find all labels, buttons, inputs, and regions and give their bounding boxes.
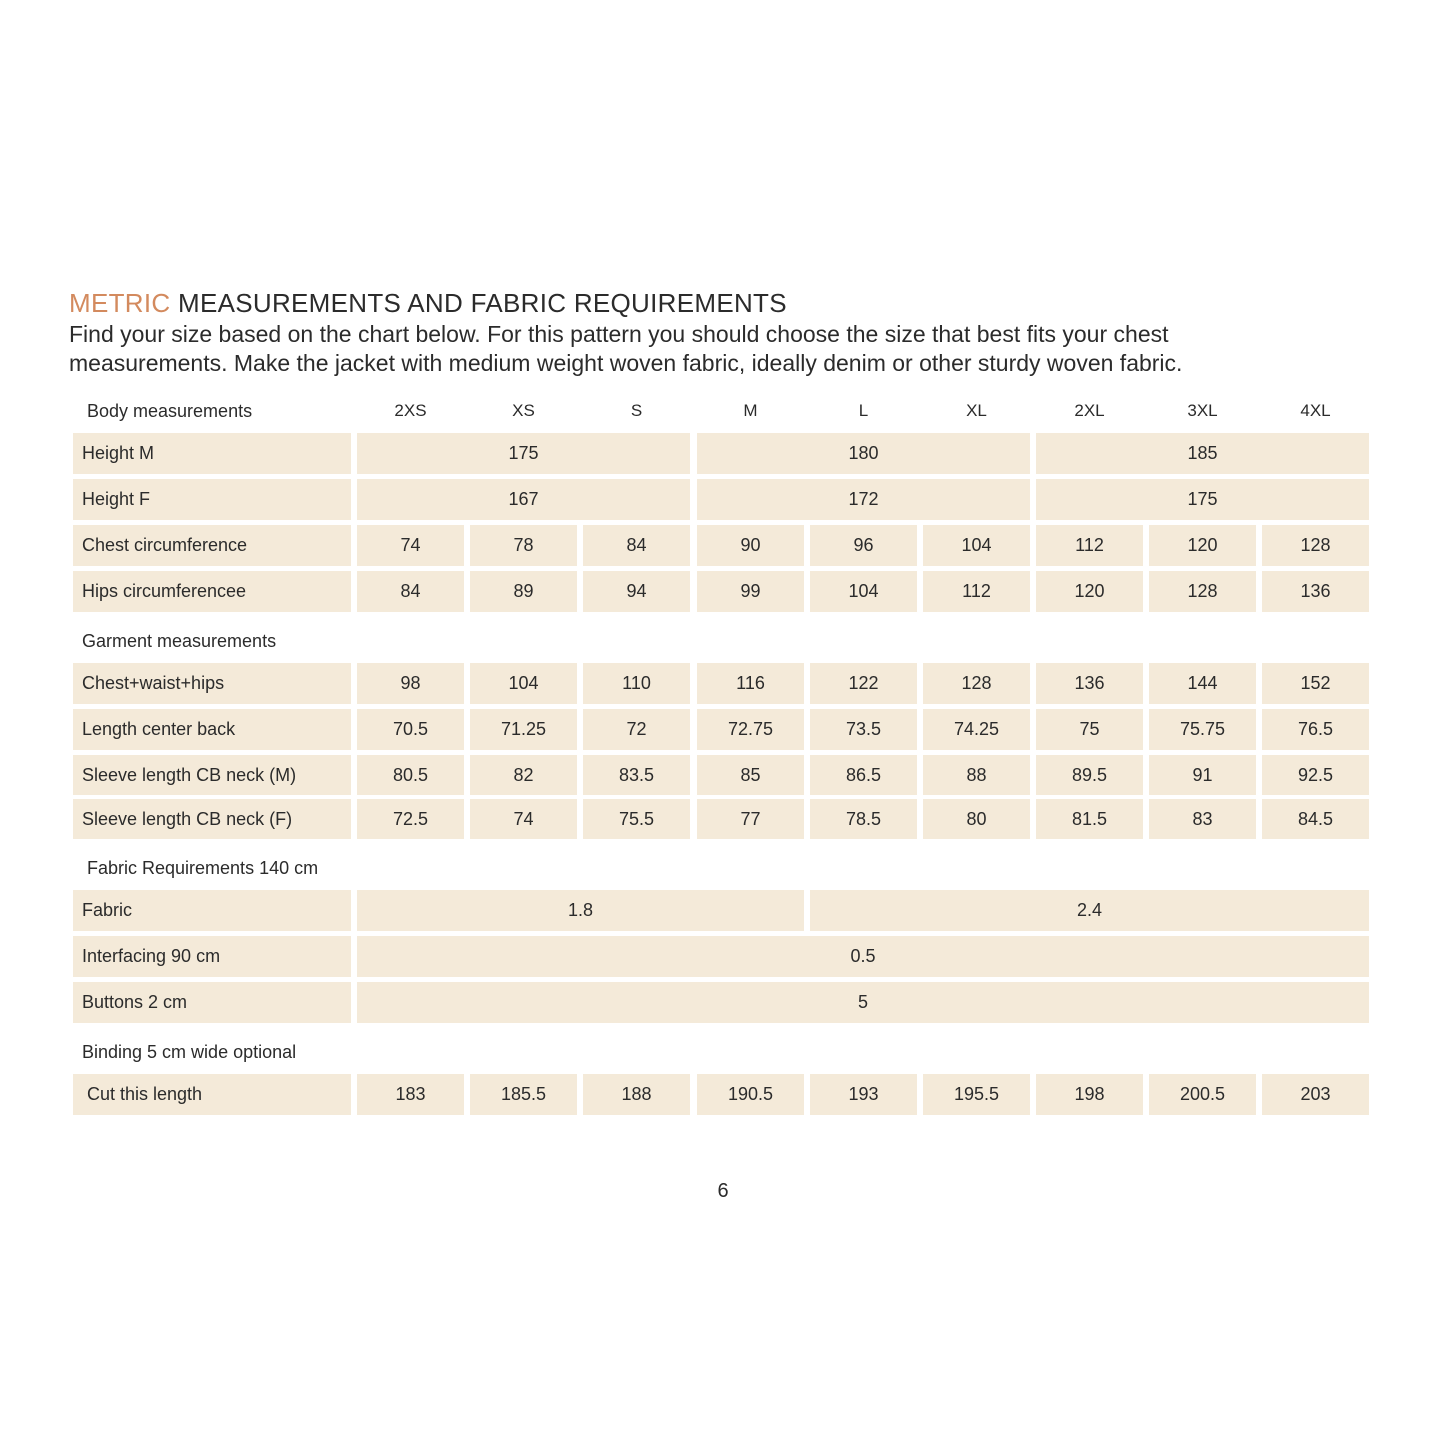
intro-line-2: measurements. Make the jacket with medium weight woven fabric, ideally denim or other sturdy woven fabric.: [69, 350, 1183, 376]
cell-hips-7: 128: [1149, 571, 1256, 612]
cell-sleeve_m-1: 82: [470, 755, 577, 795]
cell-chest_waist_hips-1: 104: [470, 663, 577, 704]
cell-sleeve_f-7: 83: [1149, 799, 1256, 839]
cell-sleeve_f-4: 78.5: [810, 799, 917, 839]
size-header-s: S: [630, 401, 643, 420]
cell-cut_length-2: 188: [583, 1074, 690, 1115]
cell-chest_waist_hips-3: 116: [697, 663, 804, 704]
row-label-fabric: Fabric: [73, 890, 351, 931]
cell-height_m-group-1: 180: [697, 433, 1030, 474]
cell-chest_waist_hips-2: 110: [583, 663, 690, 704]
cell-chest_waist_hips-0: 98: [357, 663, 464, 704]
cell-length_cb-1: 71.25: [470, 709, 577, 750]
cell-length_cb-4: 73.5: [810, 709, 917, 750]
cell-hips-2: 94: [583, 571, 690, 612]
row-label-sleeve_f: Sleeve length CB neck (F): [73, 799, 351, 839]
cell-length_cb-2: 72: [583, 709, 690, 750]
size-header-2xs: 2XS: [394, 401, 427, 420]
cell-length_cb-3: 72.75: [697, 709, 804, 750]
cell-hips-0: 84: [357, 571, 464, 612]
cell-sleeve_m-8: 92.5: [1262, 755, 1369, 795]
intro-line-1: Find your size based on the chart below. For this pattern you should choose the size that best fits your chest: [69, 321, 1169, 347]
cell-chest-1: 78: [470, 525, 577, 566]
cell-chest-0: 74: [357, 525, 464, 566]
page-number: 6: [717, 1180, 729, 1202]
cell-sleeve_m-2: 83.5: [583, 755, 690, 795]
row-label-length_cb: Length center back: [73, 709, 351, 750]
cell-cut_length-8: 203: [1262, 1074, 1369, 1115]
cell-sleeve_f-6: 81.5: [1036, 799, 1143, 839]
cell-length_cb-0: 70.5: [357, 709, 464, 750]
cell-sleeve_f-1: 74: [470, 799, 577, 839]
cell-length_cb-6: 75: [1036, 709, 1143, 750]
cell-chest-7: 120: [1149, 525, 1256, 566]
cell-sleeve_f-5: 80: [923, 799, 1030, 839]
cell-cut_length-0: 183: [357, 1074, 464, 1115]
row-label-buttons: Buttons 2 cm: [73, 982, 351, 1023]
row-label-interfacing: Interfacing 90 cm: [73, 936, 351, 977]
section-binding: Binding 5 cm wide optional: [82, 1041, 297, 1062]
size-header-3xl: 3XL: [1187, 401, 1218, 420]
cell-chest-3: 90: [697, 525, 804, 566]
cell-chest_waist_hips-5: 128: [923, 663, 1030, 704]
cell-chest-8: 128: [1262, 525, 1369, 566]
section-garment-measurements: Garment measurements: [82, 630, 277, 651]
cell-height_m-group-2: 185: [1036, 433, 1369, 474]
cell-chest_waist_hips-4: 122: [810, 663, 917, 704]
cell-sleeve_m-0: 80.5: [357, 755, 464, 795]
cell-sleeve_f-3: 77: [697, 799, 804, 839]
row-label-chest: Chest circumference: [73, 525, 351, 566]
cell-cut_length-4: 193: [810, 1074, 917, 1115]
cell-cut_length-6: 198: [1036, 1074, 1143, 1115]
cell-cut_length-3: 190.5: [697, 1074, 804, 1115]
cell-hips-6: 120: [1036, 571, 1143, 612]
cell-chest_waist_hips-8: 152: [1262, 663, 1369, 704]
section-fabric-requirements: Fabric Requirements 140 cm: [87, 857, 319, 878]
row-label-height_f: Height F: [73, 479, 351, 520]
title-accent: METRIC: [69, 288, 171, 318]
cell-buttons: 5: [357, 982, 1369, 1023]
cell-height_f-group-1: 172: [697, 479, 1030, 520]
cell-height_m-group-0: 175: [357, 433, 690, 474]
row-label-cut_length: Cut this length: [73, 1074, 351, 1115]
cell-length_cb-5: 74.25: [923, 709, 1030, 750]
cell-hips-3: 99: [697, 571, 804, 612]
cell-chest-2: 84: [583, 525, 690, 566]
cell-fabric-group-1: 2.4: [810, 890, 1369, 931]
cell-chest-5: 104: [923, 525, 1030, 566]
size-header-xl: XL: [966, 401, 987, 420]
cell-sleeve_f-8: 84.5: [1262, 799, 1369, 839]
size-header-xs: XS: [512, 401, 535, 420]
cell-sleeve_m-3: 85: [697, 755, 804, 795]
cell-hips-4: 104: [810, 571, 917, 612]
cell-hips-1: 89: [470, 571, 577, 612]
cell-sleeve_m-6: 89.5: [1036, 755, 1143, 795]
cell-length_cb-7: 75.75: [1149, 709, 1256, 750]
cell-height_f-group-2: 175: [1036, 479, 1369, 520]
section-body-measurements: Body measurements: [87, 400, 253, 421]
cell-hips-5: 112: [923, 571, 1030, 612]
row-label-chest_waist_hips: Chest+waist+hips: [73, 663, 351, 704]
size-header-l: L: [858, 401, 869, 420]
cell-cut_length-5: 195.5: [923, 1074, 1030, 1115]
cell-chest-4: 96: [810, 525, 917, 566]
cell-sleeve_f-2: 75.5: [583, 799, 690, 839]
row-label-sleeve_m: Sleeve length CB neck (M): [73, 755, 351, 795]
size-header-m: M: [743, 401, 758, 420]
cell-cut_length-1: 185.5: [470, 1074, 577, 1115]
cell-fabric-group-0: 1.8: [357, 890, 804, 931]
cell-sleeve_m-4: 86.5: [810, 755, 917, 795]
cell-sleeve_m-7: 91: [1149, 755, 1256, 795]
cell-hips-8: 136: [1262, 571, 1369, 612]
cell-chest_waist_hips-7: 144: [1149, 663, 1256, 704]
cell-height_f-group-0: 167: [357, 479, 690, 520]
cell-cut_length-7: 200.5: [1149, 1074, 1256, 1115]
row-label-hips: Hips circumferencee: [73, 571, 351, 612]
row-label-height_m: Height M: [73, 433, 351, 474]
cell-interfacing: 0.5: [357, 936, 1369, 977]
size-header-2xl: 2XL: [1074, 401, 1105, 420]
cell-sleeve_f-0: 72.5: [357, 799, 464, 839]
cell-chest_waist_hips-6: 136: [1036, 663, 1143, 704]
cell-sleeve_m-5: 88: [923, 755, 1030, 795]
cell-chest-6: 112: [1036, 525, 1143, 566]
cell-length_cb-8: 76.5: [1262, 709, 1369, 750]
size-header-4xl: 4XL: [1300, 401, 1331, 420]
title-rest: MEASUREMENTS AND FABRIC REQUIREMENTS: [178, 288, 787, 318]
